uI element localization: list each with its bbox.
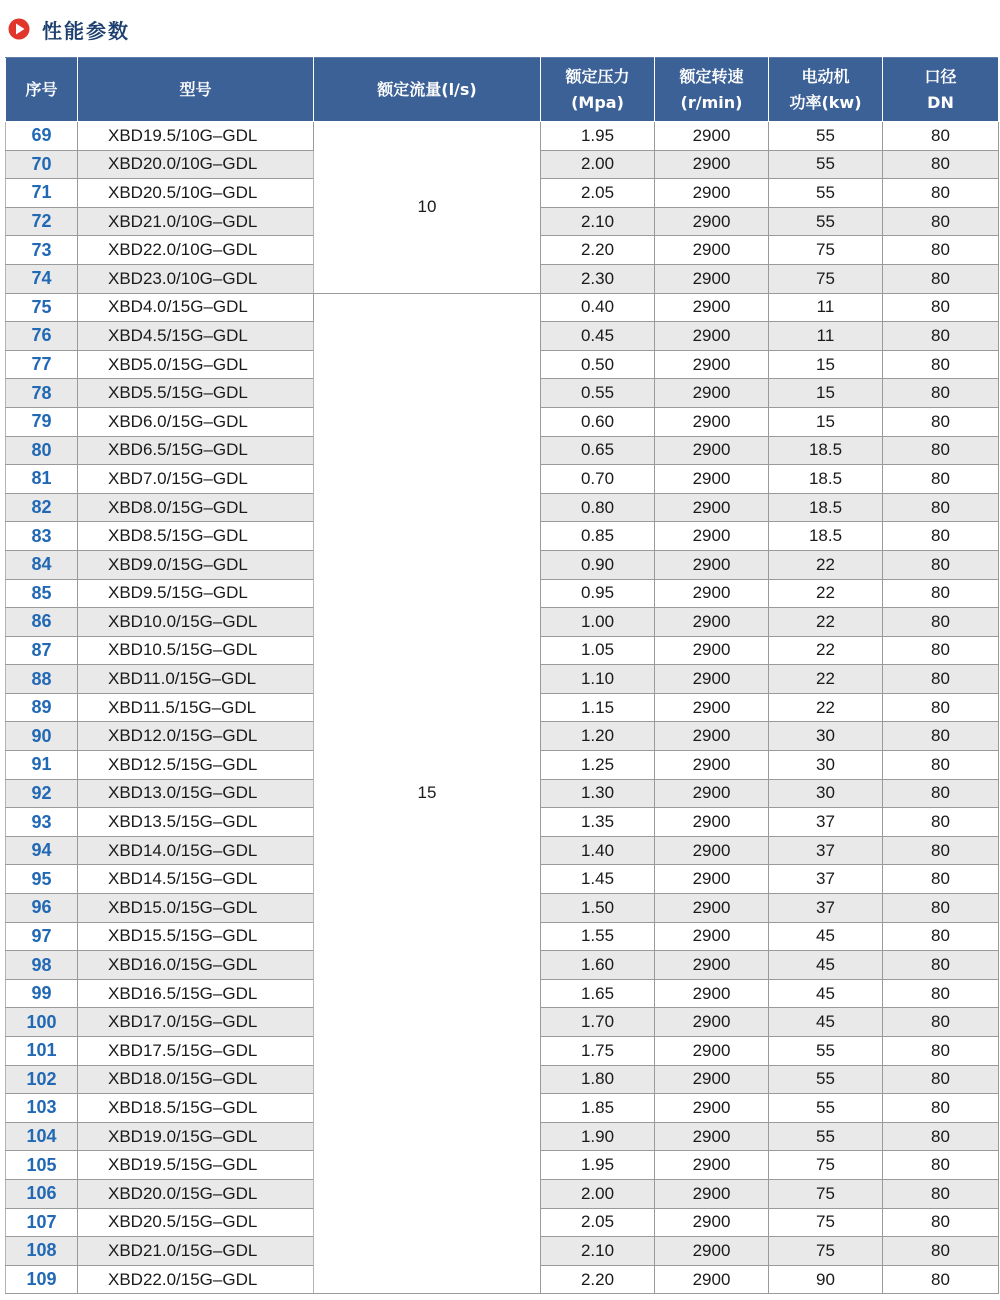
pressure-cell: 1.70	[541, 1008, 655, 1037]
model-cell: XBD19.5/10G–GDL	[78, 122, 314, 151]
pressure-cell: 1.90	[541, 1122, 655, 1151]
speed-cell: 2900	[655, 407, 769, 436]
model-cell: XBD8.0/15G–GDL	[78, 493, 314, 522]
pressure-cell: 2.30	[541, 264, 655, 293]
dn-cell: 80	[883, 1122, 999, 1151]
dn-cell: 80	[883, 1265, 999, 1294]
dn-cell: 80	[883, 322, 999, 351]
header-speed-line1: 额定转速	[679, 66, 744, 86]
speed-cell: 2900	[655, 1008, 769, 1037]
pressure-cell: 1.95	[541, 122, 655, 151]
dn-cell: 80	[883, 808, 999, 837]
speed-cell: 2900	[655, 350, 769, 379]
dn-cell: 80	[883, 522, 999, 551]
power-cell: 45	[769, 951, 883, 980]
power-cell: 45	[769, 1008, 883, 1037]
model-cell: XBD11.0/15G–GDL	[78, 665, 314, 694]
speed-cell: 2900	[655, 751, 769, 780]
model-cell: XBD11.5/15G–GDL	[78, 693, 314, 722]
model-cell: XBD23.0/10G–GDL	[78, 264, 314, 293]
power-cell: 55	[769, 150, 883, 179]
dn-cell: 80	[883, 350, 999, 379]
seq-cell: 91	[6, 751, 78, 780]
power-cell: 37	[769, 865, 883, 894]
speed-cell: 2900	[655, 264, 769, 293]
dn-cell: 80	[883, 722, 999, 751]
pressure-cell: 0.90	[541, 550, 655, 579]
seq-cell: 84	[6, 550, 78, 579]
dn-cell: 80	[883, 693, 999, 722]
seq-cell: 108	[6, 1237, 78, 1266]
table-row	[6, 122, 999, 151]
dn-cell: 80	[883, 979, 999, 1008]
seq-cell: 105	[6, 1151, 78, 1180]
power-cell: 22	[769, 608, 883, 637]
seq-cell: 89	[6, 693, 78, 722]
power-cell: 55	[769, 122, 883, 151]
model-cell: XBD20.0/10G–GDL	[78, 150, 314, 179]
pressure-cell: 2.00	[541, 1179, 655, 1208]
power-cell: 30	[769, 722, 883, 751]
seq-cell: 76	[6, 322, 78, 351]
model-cell: XBD20.0/15G–GDL	[78, 1179, 314, 1208]
speed-cell: 2900	[655, 1122, 769, 1151]
dn-cell: 80	[883, 865, 999, 894]
seq-cell: 90	[6, 722, 78, 751]
seq-cell: 106	[6, 1179, 78, 1208]
speed-cell: 2900	[655, 608, 769, 637]
header-power-line2: 功率(kw)	[789, 92, 862, 112]
model-cell: XBD22.0/10G–GDL	[78, 236, 314, 265]
speed-cell: 2900	[655, 1237, 769, 1266]
dn-cell: 80	[883, 436, 999, 465]
model-cell: XBD20.5/10G–GDL	[78, 179, 314, 208]
power-cell: 55	[769, 1122, 883, 1151]
speed-cell: 2900	[655, 379, 769, 408]
pressure-cell: 1.15	[541, 693, 655, 722]
pressure-cell: 1.80	[541, 1065, 655, 1094]
pressure-cell: 2.20	[541, 1265, 655, 1294]
speed-cell: 2900	[655, 922, 769, 951]
seq-cell: 74	[6, 264, 78, 293]
seq-cell: 100	[6, 1008, 78, 1037]
dn-cell: 80	[883, 608, 999, 637]
model-cell: XBD15.5/15G–GDL	[78, 922, 314, 951]
seq-cell: 85	[6, 579, 78, 608]
dn-cell: 80	[883, 179, 999, 208]
seq-cell: 77	[6, 350, 78, 379]
dn-cell: 80	[883, 579, 999, 608]
power-cell: 75	[769, 1151, 883, 1180]
power-cell: 45	[769, 979, 883, 1008]
speed-cell: 2900	[655, 550, 769, 579]
power-cell: 45	[769, 922, 883, 951]
model-cell: XBD14.0/15G–GDL	[78, 836, 314, 865]
power-cell: 22	[769, 550, 883, 579]
play-circle-icon	[8, 18, 30, 40]
speed-cell: 2900	[655, 1037, 769, 1066]
model-cell: XBD18.5/15G–GDL	[78, 1094, 314, 1123]
power-cell: 22	[769, 579, 883, 608]
speed-cell: 2900	[655, 722, 769, 751]
dn-cell: 80	[883, 550, 999, 579]
seq-cell: 75	[6, 293, 78, 322]
pressure-cell: 1.85	[541, 1094, 655, 1123]
header-pressure-line2: (Mpa)	[571, 92, 624, 112]
header-dn-line2: DN	[927, 92, 954, 112]
header-power	[769, 58, 883, 122]
pressure-cell: 1.55	[541, 922, 655, 951]
dn-cell: 80	[883, 207, 999, 236]
dn-cell: 80	[883, 465, 999, 494]
power-cell: 75	[769, 236, 883, 265]
table-row	[6, 293, 999, 322]
model-cell: XBD22.0/15G–GDL	[78, 1265, 314, 1294]
pressure-cell: 0.50	[541, 350, 655, 379]
seq-cell: 103	[6, 1094, 78, 1123]
model-cell: XBD5.5/15G–GDL	[78, 379, 314, 408]
header-model: 型号	[78, 58, 314, 122]
power-cell: 55	[769, 1094, 883, 1123]
pressure-cell: 2.10	[541, 1237, 655, 1266]
pressure-cell: 1.00	[541, 608, 655, 637]
header-pressure-line1: 额定压力	[565, 66, 630, 86]
section-title: 性能参数	[42, 18, 130, 43]
power-cell: 90	[769, 1265, 883, 1294]
dn-cell: 80	[883, 665, 999, 694]
seq-cell: 78	[6, 379, 78, 408]
dn-cell: 80	[883, 1208, 999, 1237]
dn-cell: 80	[883, 751, 999, 780]
model-cell: XBD17.5/15G–GDL	[78, 1037, 314, 1066]
dn-cell: 80	[883, 1008, 999, 1037]
power-cell: 55	[769, 1037, 883, 1066]
speed-cell: 2900	[655, 693, 769, 722]
table-body	[6, 122, 999, 1294]
seq-cell: 96	[6, 894, 78, 923]
model-cell: XBD20.5/15G–GDL	[78, 1208, 314, 1237]
power-cell: 15	[769, 407, 883, 436]
dn-cell: 80	[883, 293, 999, 322]
model-cell: XBD13.0/15G–GDL	[78, 779, 314, 808]
seq-cell: 69	[6, 122, 78, 151]
header-speed	[655, 58, 769, 122]
pressure-cell: 1.60	[541, 951, 655, 980]
section-header	[8, 14, 130, 44]
table-header-row	[6, 58, 999, 122]
seq-cell: 79	[6, 407, 78, 436]
model-cell: XBD8.5/15G–GDL	[78, 522, 314, 551]
header-power-line1: 电动机	[801, 66, 850, 86]
dn-cell: 80	[883, 636, 999, 665]
model-cell: XBD10.5/15G–GDL	[78, 636, 314, 665]
model-cell: XBD16.0/15G–GDL	[78, 951, 314, 980]
seq-cell: 88	[6, 665, 78, 694]
power-cell: 30	[769, 751, 883, 780]
pressure-cell: 1.10	[541, 665, 655, 694]
performance-table	[5, 57, 999, 1294]
seq-cell: 73	[6, 236, 78, 265]
dn-cell: 80	[883, 1037, 999, 1066]
header-dn-line1: 口径	[924, 66, 957, 86]
seq-cell: 99	[6, 979, 78, 1008]
model-cell: XBD15.0/15G–GDL	[78, 894, 314, 923]
seq-cell: 82	[6, 493, 78, 522]
power-cell: 55	[769, 207, 883, 236]
flow-cell: 10	[314, 122, 541, 294]
model-cell: XBD4.5/15G–GDL	[78, 322, 314, 351]
pressure-cell: 0.60	[541, 407, 655, 436]
seq-cell: 102	[6, 1065, 78, 1094]
model-cell: XBD17.0/15G–GDL	[78, 1008, 314, 1037]
seq-cell: 97	[6, 922, 78, 951]
speed-cell: 2900	[655, 465, 769, 494]
model-cell: XBD16.5/15G–GDL	[78, 979, 314, 1008]
dn-cell: 80	[883, 264, 999, 293]
power-cell: 37	[769, 894, 883, 923]
power-cell: 75	[769, 264, 883, 293]
model-cell: XBD14.5/15G–GDL	[78, 865, 314, 894]
pressure-cell: 2.05	[541, 1208, 655, 1237]
header-seq: 序号	[6, 58, 78, 122]
power-cell: 22	[769, 693, 883, 722]
dn-cell: 80	[883, 236, 999, 265]
seq-cell: 93	[6, 808, 78, 837]
speed-cell: 2900	[655, 979, 769, 1008]
speed-cell: 2900	[655, 293, 769, 322]
pressure-cell: 2.20	[541, 236, 655, 265]
pressure-cell: 1.50	[541, 894, 655, 923]
power-cell: 22	[769, 665, 883, 694]
pressure-cell: 0.85	[541, 522, 655, 551]
seq-cell: 72	[6, 207, 78, 236]
speed-cell: 2900	[655, 951, 769, 980]
dn-cell: 80	[883, 1179, 999, 1208]
seq-cell: 94	[6, 836, 78, 865]
dn-cell: 80	[883, 951, 999, 980]
pressure-cell: 2.00	[541, 150, 655, 179]
power-cell: 11	[769, 322, 883, 351]
model-cell: XBD9.5/15G–GDL	[78, 579, 314, 608]
speed-cell: 2900	[655, 894, 769, 923]
seq-cell: 98	[6, 951, 78, 980]
pressure-cell: 1.05	[541, 636, 655, 665]
dn-cell: 80	[883, 493, 999, 522]
dn-cell: 80	[883, 836, 999, 865]
speed-cell: 2900	[655, 1065, 769, 1094]
pressure-cell: 2.10	[541, 207, 655, 236]
dn-cell: 80	[883, 922, 999, 951]
pressure-cell: 0.40	[541, 293, 655, 322]
dn-cell: 80	[883, 150, 999, 179]
dn-cell: 80	[883, 1151, 999, 1180]
power-cell: 75	[769, 1179, 883, 1208]
pressure-cell: 1.40	[541, 836, 655, 865]
power-cell: 15	[769, 350, 883, 379]
speed-cell: 2900	[655, 1094, 769, 1123]
pressure-cell: 1.65	[541, 979, 655, 1008]
dn-cell: 80	[883, 779, 999, 808]
speed-cell: 2900	[655, 522, 769, 551]
speed-cell: 2900	[655, 779, 769, 808]
header-dn	[883, 58, 999, 122]
flow-cell: 15	[314, 293, 541, 1294]
speed-cell: 2900	[655, 665, 769, 694]
pressure-cell: 2.05	[541, 179, 655, 208]
model-cell: XBD9.0/15G–GDL	[78, 550, 314, 579]
model-cell: XBD21.0/10G–GDL	[78, 207, 314, 236]
model-cell: XBD7.0/15G–GDL	[78, 465, 314, 494]
pressure-cell: 1.20	[541, 722, 655, 751]
seq-cell: 83	[6, 522, 78, 551]
pressure-cell: 0.65	[541, 436, 655, 465]
speed-cell: 2900	[655, 236, 769, 265]
dn-cell: 80	[883, 894, 999, 923]
power-cell: 30	[769, 779, 883, 808]
speed-cell: 2900	[655, 436, 769, 465]
power-cell: 18.5	[769, 436, 883, 465]
dn-cell: 80	[883, 1065, 999, 1094]
pressure-cell: 1.35	[541, 808, 655, 837]
power-cell: 75	[769, 1237, 883, 1266]
model-cell: XBD19.0/15G–GDL	[78, 1122, 314, 1151]
model-cell: XBD21.0/15G–GDL	[78, 1237, 314, 1266]
dn-cell: 80	[883, 1094, 999, 1123]
header-pressure	[541, 58, 655, 122]
model-cell: XBD5.0/15G–GDL	[78, 350, 314, 379]
speed-cell: 2900	[655, 322, 769, 351]
speed-cell: 2900	[655, 150, 769, 179]
speed-cell: 2900	[655, 1265, 769, 1294]
power-cell: 37	[769, 836, 883, 865]
speed-cell: 2900	[655, 1179, 769, 1208]
model-cell: XBD12.5/15G–GDL	[78, 751, 314, 780]
seq-cell: 101	[6, 1037, 78, 1066]
pressure-cell: 1.95	[541, 1151, 655, 1180]
pressure-cell: 1.75	[541, 1037, 655, 1066]
power-cell: 75	[769, 1208, 883, 1237]
speed-cell: 2900	[655, 865, 769, 894]
pressure-cell: 0.80	[541, 493, 655, 522]
power-cell: 55	[769, 179, 883, 208]
power-cell: 22	[769, 636, 883, 665]
pressure-cell: 1.45	[541, 865, 655, 894]
model-cell: XBD13.5/15G–GDL	[78, 808, 314, 837]
power-cell: 11	[769, 293, 883, 322]
speed-cell: 2900	[655, 493, 769, 522]
model-cell: XBD4.0/15G–GDL	[78, 293, 314, 322]
model-cell: XBD12.0/15G–GDL	[78, 722, 314, 751]
seq-cell: 80	[6, 436, 78, 465]
pressure-cell: 1.25	[541, 751, 655, 780]
power-cell: 18.5	[769, 493, 883, 522]
model-cell: XBD6.0/15G–GDL	[78, 407, 314, 436]
dn-cell: 80	[883, 122, 999, 151]
seq-cell: 81	[6, 465, 78, 494]
pressure-cell: 0.55	[541, 379, 655, 408]
header-flow: 额定流量(l/s)	[314, 58, 541, 122]
speed-cell: 2900	[655, 1208, 769, 1237]
seq-cell: 107	[6, 1208, 78, 1237]
seq-cell: 87	[6, 636, 78, 665]
speed-cell: 2900	[655, 808, 769, 837]
pressure-cell: 0.45	[541, 322, 655, 351]
seq-cell: 104	[6, 1122, 78, 1151]
power-cell: 55	[769, 1065, 883, 1094]
speed-cell: 2900	[655, 207, 769, 236]
seq-cell: 86	[6, 608, 78, 637]
pressure-cell: 0.95	[541, 579, 655, 608]
pressure-cell: 0.70	[541, 465, 655, 494]
speed-cell: 2900	[655, 122, 769, 151]
pressure-cell: 1.30	[541, 779, 655, 808]
dn-cell: 80	[883, 1237, 999, 1266]
speed-cell: 2900	[655, 836, 769, 865]
model-cell: XBD18.0/15G–GDL	[78, 1065, 314, 1094]
speed-cell: 2900	[655, 579, 769, 608]
model-cell: XBD6.5/15G–GDL	[78, 436, 314, 465]
power-cell: 37	[769, 808, 883, 837]
dn-cell: 80	[883, 407, 999, 436]
model-cell: XBD10.0/15G–GDL	[78, 608, 314, 637]
seq-cell: 70	[6, 150, 78, 179]
speed-cell: 2900	[655, 636, 769, 665]
header-speed-line2: (r/min)	[680, 92, 743, 112]
power-cell: 18.5	[769, 465, 883, 494]
power-cell: 18.5	[769, 522, 883, 551]
seq-cell: 95	[6, 865, 78, 894]
speed-cell: 2900	[655, 179, 769, 208]
power-cell: 15	[769, 379, 883, 408]
seq-cell: 92	[6, 779, 78, 808]
dn-cell: 80	[883, 379, 999, 408]
seq-cell: 109	[6, 1265, 78, 1294]
seq-cell: 71	[6, 179, 78, 208]
model-cell: XBD19.5/15G–GDL	[78, 1151, 314, 1180]
speed-cell: 2900	[655, 1151, 769, 1180]
